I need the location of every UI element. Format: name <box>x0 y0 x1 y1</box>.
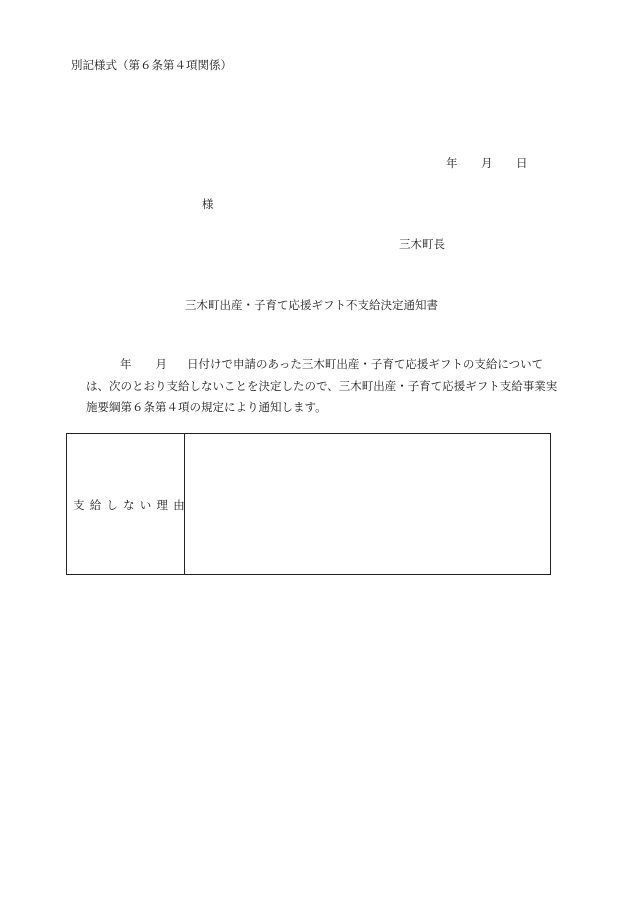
reason-table <box>66 433 551 575</box>
body-paragraph <box>86 354 558 419</box>
reason-content-cell <box>185 434 550 574</box>
body-line-1 <box>86 354 552 376</box>
recipient-honorific: 様 <box>202 197 214 211</box>
body-line-2: は、次のとおり支給しないことを決定したので、三木町出産・子育て応援ギフト支給事業実 <box>86 378 558 393</box>
form-label: 別記様式（第６条第４項関係） <box>71 58 232 72</box>
body-year-label: 年 <box>120 357 132 371</box>
body-month-label: 月 <box>155 357 167 371</box>
date-month-label: 月 <box>481 156 493 170</box>
body-line-1-text: 日付けで申請のあった三木町出産・子育て応援ギフトの支給について <box>187 357 544 371</box>
reason-label: 支給しない理由 <box>73 498 190 512</box>
date-line <box>0 155 630 171</box>
reason-label-cell <box>67 434 190 574</box>
sender-title: 三木町長 <box>399 237 445 251</box>
date-day-label: 日 <box>516 156 528 170</box>
date-year-label: 年 <box>446 156 458 170</box>
document-title: 三木町出産・子育て応援ギフト不支給決定通知書 <box>185 298 438 312</box>
body-line-3: 施要綱第６条第４項の規定により通知します。 <box>86 400 327 414</box>
